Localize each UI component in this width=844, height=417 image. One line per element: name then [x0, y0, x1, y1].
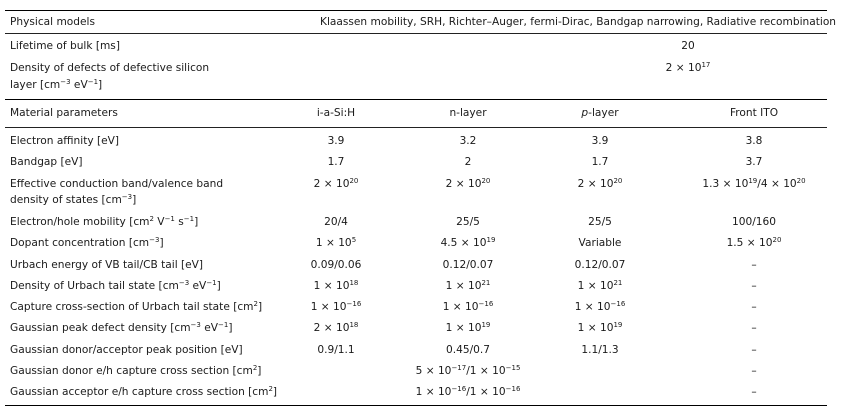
dopant-label: Dopant concentration $[cm^{-3}]$	[10, 236, 164, 249]
bandgap-label: Bandgap [eV]	[10, 156, 83, 168]
gaussian-donor-capture-ito: –	[751, 365, 757, 377]
mobility-i: 20/4	[324, 216, 348, 228]
defect-density-label-line1: Density of defects of defective silicon	[10, 62, 210, 74]
electron-affinity-i: 3.9	[327, 135, 345, 147]
dopant-n: $4.5 \times 10^{19}$	[440, 236, 496, 249]
gaussian-position-label: Gaussian donor/acceptor peak position [eV]	[10, 344, 243, 356]
urbach-energy-i: 0.09/0.06	[310, 259, 362, 271]
bottom-rule	[5, 405, 827, 406]
mobility-n: 25/5	[456, 216, 480, 228]
urbach-energy-label: Urbach energy of VB tail/CB tail [eV]	[10, 259, 204, 271]
bandgap-n: 2	[464, 156, 472, 168]
dos-i: $2 \times 10^{20}$	[313, 177, 359, 190]
urbach-capture-ito: –	[751, 301, 757, 313]
gaussian-position-n: 0.45/0.7	[445, 344, 491, 356]
urbach-capture-label: Capture cross-section of Urbach tail state $[cm^2]$	[10, 300, 263, 313]
dopant-p: Variable	[578, 237, 622, 249]
electron-affinity-n: 3.2	[459, 135, 477, 147]
rule-after-header	[5, 127, 827, 128]
physical-models-value: Klaassen mobility, SRH, Richter–Auger, fermi-Dirac, Bandgap narrowing, Radiative recombination	[320, 16, 837, 28]
urbach-energy-ito: –	[751, 259, 757, 271]
defect-density-value: $2 \times 10^{17}$	[665, 61, 711, 74]
urbach-density-n: $1 \times 10^{21}$	[445, 279, 491, 292]
gaussian-density-ito: –	[751, 322, 757, 334]
urbach-capture-i: $1 \times 10^{-16}$	[310, 300, 362, 313]
gaussian-donor-capture-label: Gaussian donor e/h capture cross section $[cm^2]$	[10, 364, 262, 377]
gaussian-acceptor-capture-value: $1 \times 10^{-16}/1 \times 10^{-16}$	[415, 385, 521, 398]
urbach-capture-n: $1 \times 10^{-16}$	[442, 300, 494, 313]
gaussian-density-n: $1 \times 10^{19}$	[445, 321, 491, 334]
electron-affinity-ito: 3.8	[745, 135, 763, 147]
lifetime-label: Lifetime of bulk [ms]	[10, 40, 120, 52]
header-front-ito: Front ITO	[729, 107, 779, 119]
mobility-ito: 100/160	[731, 216, 777, 228]
mobility-p: 25/5	[588, 216, 612, 228]
gaussian-position-i: 0.9/1.1	[317, 344, 355, 356]
urbach-density-i: $1 \times 10^{18}$	[313, 279, 359, 292]
urbach-density-label: Density of Urbach tail state [$cm^{-3}$ $eV^{-1}$]	[10, 279, 221, 292]
dopant-ito: $1.5 \times 10^{20}$	[726, 236, 782, 249]
gaussian-position-ito: –	[751, 344, 757, 356]
urbach-energy-p: 0.12/0.07	[574, 259, 626, 271]
header-p-layer: p-layer	[581, 107, 619, 119]
dos-ito: $1.3 \times 10^{19}/4 \times 10^{20}$	[702, 177, 806, 190]
header-n-layer: n-layer	[449, 107, 487, 119]
header-i-a-si-h: i-a-Si:H	[316, 107, 356, 119]
gaussian-density-p: $1 \times 10^{19}$	[577, 321, 623, 334]
electron-affinity-p: 3.9	[591, 135, 609, 147]
gaussian-density-i: $2 \times 10^{18}$	[313, 321, 359, 334]
rule-before-header	[5, 99, 827, 100]
urbach-energy-n: 0.12/0.07	[442, 259, 494, 271]
electron-affinity-label: Electron affinity [eV]	[10, 135, 120, 147]
gaussian-density-label: Gaussian peak defect density [$cm^{-3}$ $eV^{-1}$]	[10, 321, 233, 334]
dos-label-line1: Effective conduction band/valence band	[10, 178, 224, 190]
top-rule	[5, 10, 827, 11]
physical-models-label: Physical models	[10, 16, 95, 28]
dos-n: $2 \times 10^{20}$	[445, 177, 491, 190]
defect-density-label-line2: layer [$cm^{-3}$ $eV^{-1}$]	[10, 78, 103, 91]
gaussian-position-p: 1.1/1.3	[581, 344, 619, 356]
urbach-density-ito: –	[751, 280, 757, 292]
mobility-label: Electron/hole mobility [$cm^2$ $V^{-1}$ $s^{-1}$]	[10, 215, 199, 228]
urbach-capture-p: $1 \times 10^{-16}$	[574, 300, 626, 313]
lifetime-value: 20	[681, 40, 695, 52]
bandgap-i: 1.7	[327, 156, 345, 168]
dos-p: $2 \times 10^{20}$	[577, 177, 623, 190]
dopant-i: $1 \times 10^5$	[315, 236, 357, 249]
bandgap-ito: 3.7	[745, 156, 763, 168]
rule-after-models	[5, 33, 827, 34]
gaussian-donor-capture-value: $5 \times 10^{-17}/1 \times 10^{-15}$	[415, 364, 521, 377]
header-material-parameters: Material parameters	[10, 107, 118, 119]
bandgap-p: 1.7	[591, 156, 609, 168]
gaussian-acceptor-capture-label: Gaussian acceptor e/h capture cross section $[cm^2]$	[10, 385, 278, 398]
gaussian-acceptor-capture-ito: –	[751, 386, 757, 398]
dos-label-line2: density of states $[cm^{-3}]$	[10, 193, 137, 206]
urbach-density-p: $1 \times 10^{21}$	[577, 279, 623, 292]
